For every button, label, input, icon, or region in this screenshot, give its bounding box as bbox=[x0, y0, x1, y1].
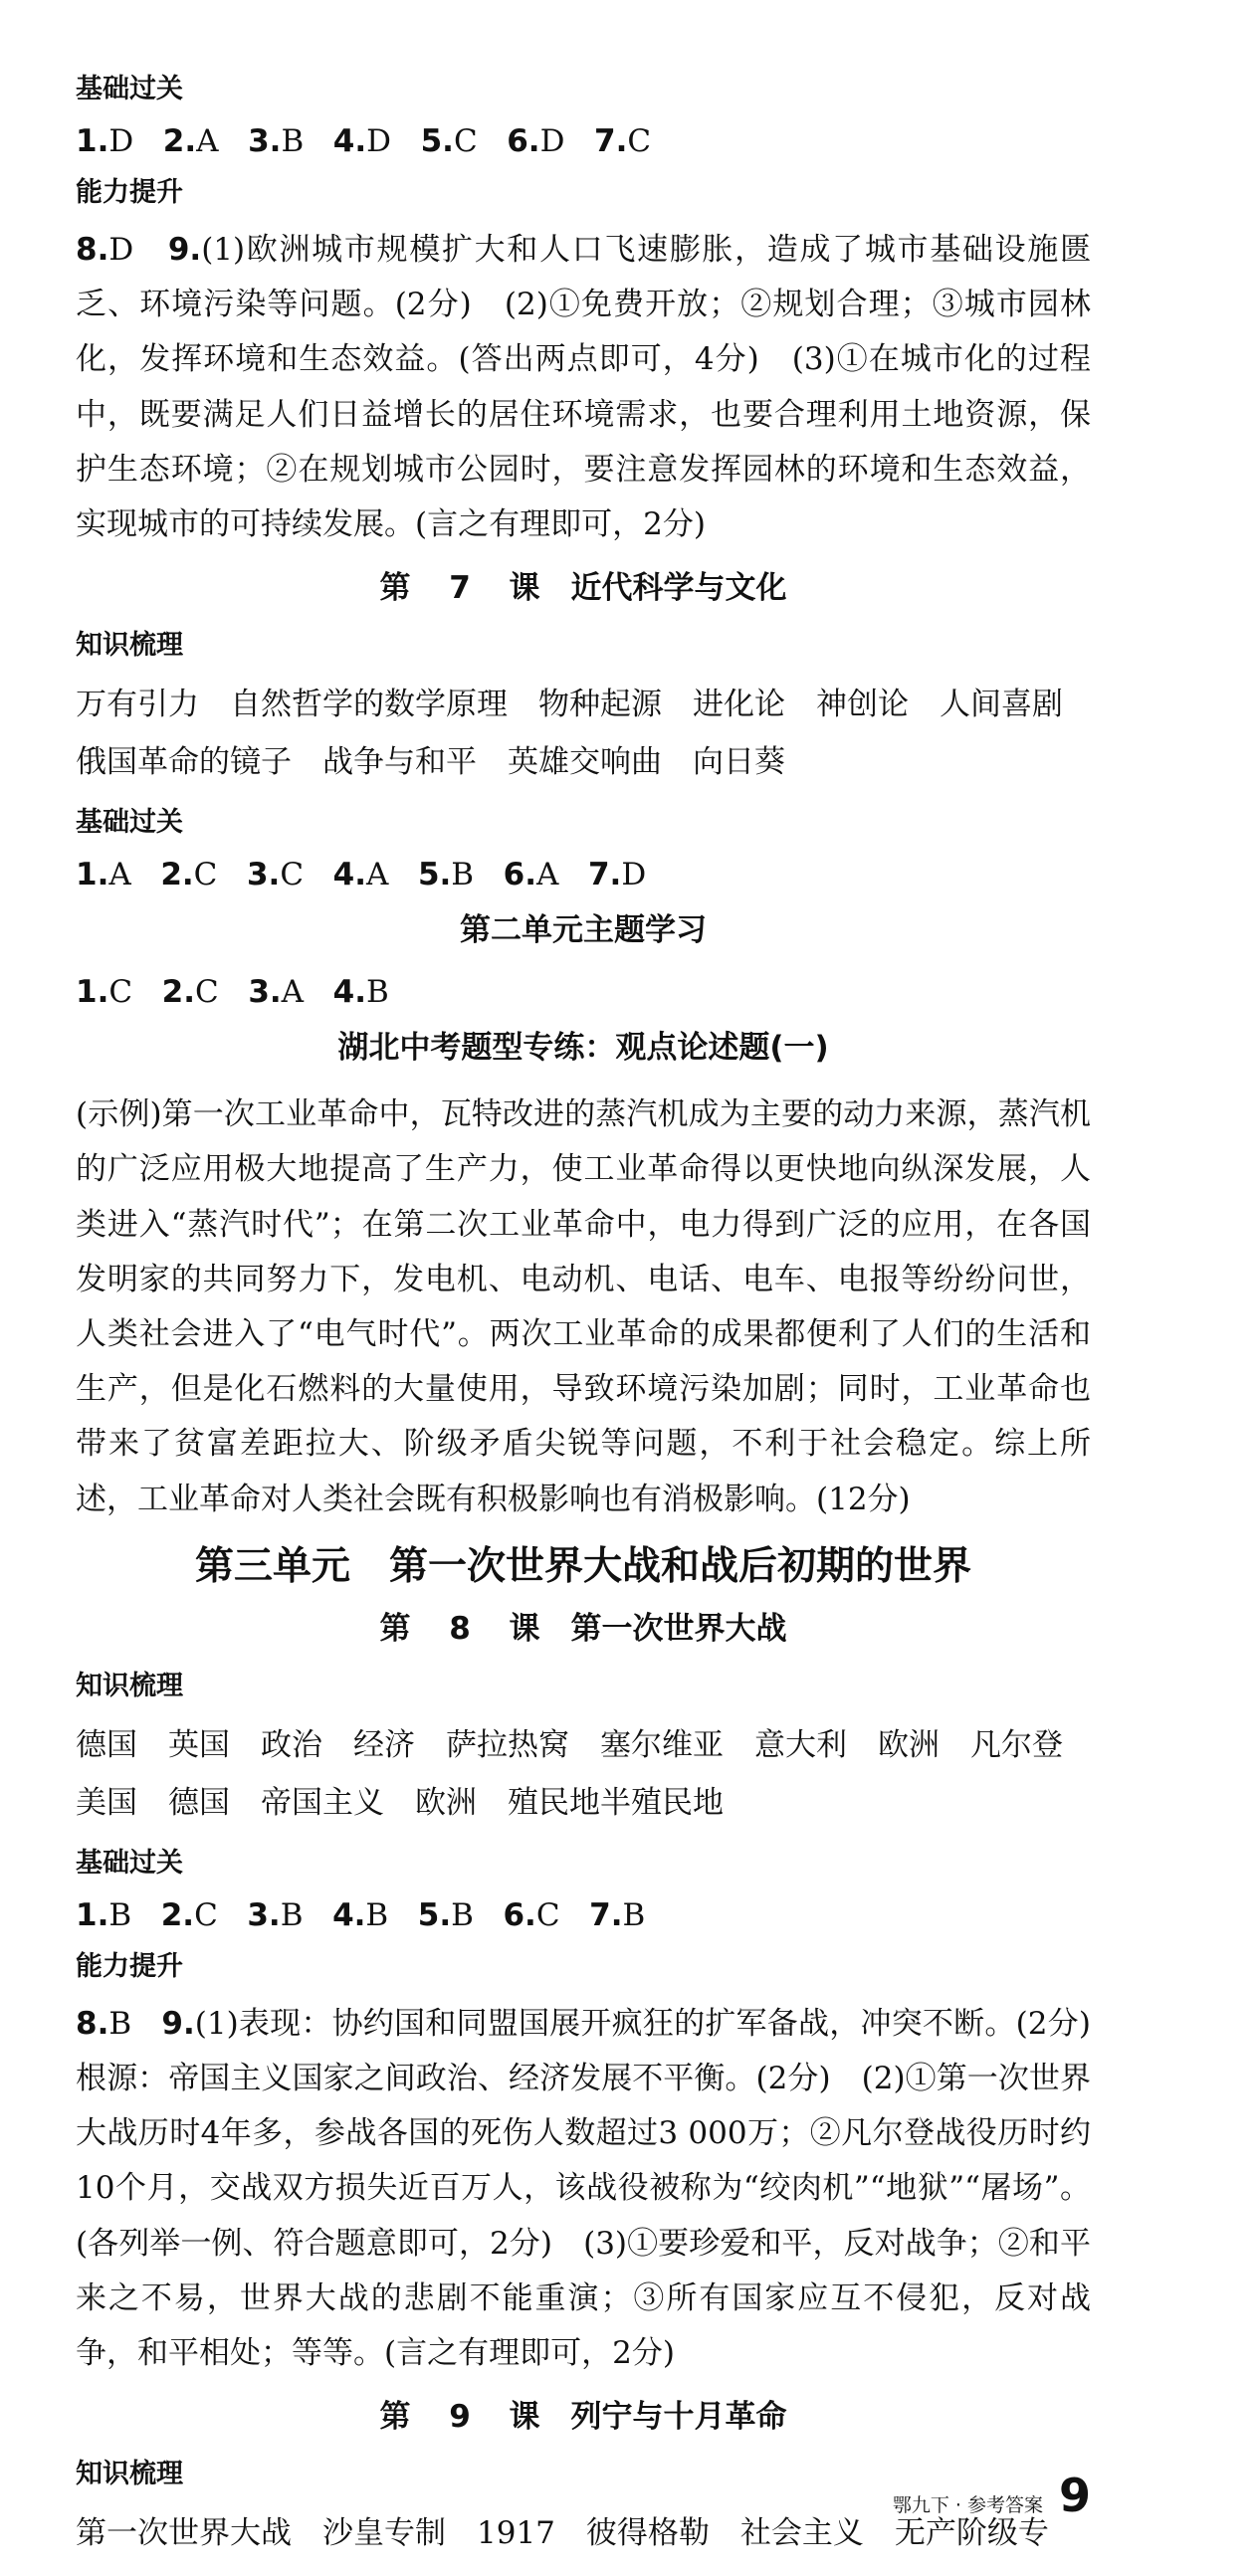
question-number: 7. bbox=[587, 857, 622, 893]
question-number: 3. bbox=[247, 1896, 281, 1933]
question-number: 6. bbox=[507, 123, 540, 159]
answer-letter: B bbox=[280, 1896, 304, 1933]
question-number: 5. bbox=[417, 857, 452, 893]
answer-letter: C bbox=[280, 857, 305, 893]
question-number: 2. bbox=[160, 1896, 195, 1933]
question-number: 4. bbox=[332, 974, 366, 1011]
answer-letter: C bbox=[193, 857, 218, 893]
answer-letter: B bbox=[451, 857, 475, 893]
answer-letter: B bbox=[108, 2005, 132, 2042]
answer-item bbox=[76, 123, 133, 159]
section-heading: 知识梳理 bbox=[76, 2459, 183, 2490]
question-number: 2. bbox=[161, 974, 196, 1011]
section-heading: 基础过关 bbox=[76, 807, 183, 839]
answer-letter: D bbox=[539, 123, 565, 159]
answer-item bbox=[76, 974, 132, 1010]
keyword-list: 第一次世界大战 沙皇专制 1917 彼得格勒 社会主义 无产阶级专 bbox=[76, 2515, 1049, 2552]
question-number: 1. bbox=[76, 123, 109, 159]
question-number: 4. bbox=[332, 857, 366, 893]
answer-item bbox=[162, 974, 219, 1010]
answer-item bbox=[76, 857, 131, 892]
answer-letter: C bbox=[535, 1896, 560, 1933]
answer-item bbox=[503, 1897, 559, 1933]
question-number: 2. bbox=[162, 123, 197, 159]
answer-paragraph bbox=[76, 1088, 1091, 1527]
answer-item bbox=[163, 123, 219, 159]
answer-text: (1)表现：协约国和同盟国展开疯狂的扩军备战，冲突不断。(2分)根源：帝国主义国家之间政治、经济发展不平衡。(2分) (2)①第一次世界大战历时4年多，参战各国的死伤人数超过3 000万；②凡尔登战役历时约10个月，交战双方损失近百万人，该战役被称为“绞肉机”“地狱”“屠场”。(各列举一例、符合题意即可，2分) (3)①要珍爱和平，反对战争；②和平来之不易，世界大战的悲剧不能重演；③所有国家应互不侵犯，反对战争，和平相处；等等。(言之有理即可，2分) bbox=[76, 2005, 1091, 2372]
answer-letter: A bbox=[365, 857, 389, 893]
answer-text: (示例)第一次工业革命中，瓦特改进的蒸汽机成为主要的动力来源，蒸汽机的广泛应用极大地提高了生产力，使工业革命得以更快地向纵深发展，人类进入“蒸汽时代”；在第二次工业革命中，电力得到广泛的应用，在各国发明家的共同努力下，发电机、电动机、电话、电车、电报等纷纷问世，人类社会进入了“电气时代”。两次工业革命的成果都便利了人们的生活和生产，但是化石燃料的大量使用，导致环境污染加剧；同时，工业革命也带来了贫富差距拉大、阶级矛盾尖锐等问题，不利于社会稳定。综上所述，工业革命对人类社会既有积极影响也有消极影响。(12分) bbox=[76, 1096, 1091, 1517]
question-number: 2. bbox=[160, 857, 194, 893]
answer-item bbox=[504, 857, 559, 892]
page-number: 9 bbox=[1058, 2469, 1091, 2522]
question-number: 5. bbox=[420, 123, 454, 159]
answer-list bbox=[76, 1893, 1091, 1937]
question-number: 1. bbox=[76, 857, 109, 893]
question-number: 3. bbox=[248, 974, 282, 1011]
answer-item bbox=[507, 123, 564, 159]
keyword-list: 德国 英国 政治 经济 萨拉热窝 塞尔维亚 意大利 欧洲 凡尔登 美国 德国 帝国主义 欧洲 殖民地半殖民地 bbox=[76, 1726, 1094, 1821]
answer-item bbox=[589, 1897, 645, 1933]
answer-letter: B bbox=[451, 1896, 474, 1933]
answer-letter: C bbox=[108, 974, 133, 1011]
lesson-title: 第二单元主题学习 bbox=[460, 912, 707, 949]
answer-item bbox=[333, 974, 389, 1010]
answer-letter: B bbox=[622, 1896, 646, 1933]
section-heading: 能力提升 bbox=[76, 177, 183, 208]
answer-item bbox=[247, 857, 304, 892]
answer-letter: C bbox=[194, 1896, 218, 1933]
section-heading: 基础过关 bbox=[76, 1847, 183, 1879]
question-number: 5. bbox=[417, 1896, 452, 1933]
answer-letter: D bbox=[366, 123, 392, 159]
answer-letter: B bbox=[365, 974, 389, 1011]
answer-item bbox=[418, 1897, 474, 1933]
answer-letter: A bbox=[196, 123, 219, 159]
answer-letter: B bbox=[281, 123, 305, 159]
answer-item bbox=[160, 857, 217, 892]
answer-letter: D bbox=[108, 123, 134, 159]
answer-paragraph bbox=[76, 223, 1091, 552]
unit-title: 第三单元 第一次世界大战和战后初期的世界 bbox=[194, 1543, 971, 1589]
question-number: 3. bbox=[248, 123, 282, 159]
answer-item bbox=[161, 1897, 218, 1933]
answer-letter: B bbox=[365, 1896, 389, 1933]
question-number: 6. bbox=[503, 1896, 536, 1933]
answer-text: (1)欧洲城市规模扩大和人口飞速膨胀，造成了城市基础设施匮乏、环境污染等问题。(2分) (2)①免费开放；②规划合理；③城市园林化，发挥环境和生态效益。(答出两点即可，4分) (3)①在城市化的过程中，既要满足人们日益增长的居住环境需求，也要合理利用土地资源，保护生态环境；②在规划城市公园时，要注意发挥园林的环境和生态效益，实现城市的可持续发展。(言之有理即可，2分) bbox=[76, 232, 1091, 543]
question-number: 4. bbox=[332, 1896, 366, 1933]
question-number: 9. bbox=[167, 232, 202, 268]
question-number: 6. bbox=[503, 857, 536, 893]
answer-item bbox=[333, 123, 391, 159]
keyword-list: 万有引力 自然哲学的数学原理 物种起源 进化论 神创论 人间喜剧 俄国革命的镜子 战争与和平 英雄交响曲 向日葵 bbox=[76, 687, 1094, 781]
answer-item bbox=[248, 123, 304, 159]
question-number: 7. bbox=[589, 1896, 623, 1933]
answer-letter: A bbox=[281, 974, 305, 1011]
answer-item bbox=[247, 1897, 303, 1933]
answer-item bbox=[332, 1897, 388, 1933]
question-number: 1. bbox=[76, 1896, 109, 1933]
answer-item bbox=[333, 857, 389, 892]
answer-item bbox=[248, 974, 304, 1010]
answer-letter: A bbox=[536, 857, 559, 893]
section-heading: 知识梳理 bbox=[76, 1670, 183, 1701]
answer-letter: C bbox=[627, 123, 652, 159]
answer-list bbox=[76, 853, 1091, 896]
answer-item bbox=[588, 857, 646, 892]
answer-letter: C bbox=[195, 974, 219, 1011]
answer-letter: C bbox=[453, 123, 478, 159]
answer-page bbox=[76, 72, 1094, 2576]
footer-label: 鄂九下 · 参考答案 bbox=[892, 2494, 1043, 2516]
question-number: 1. bbox=[76, 974, 109, 1011]
lesson-title: 第 7 课 近代科学与文化 bbox=[379, 570, 787, 607]
answer-letter: A bbox=[108, 857, 131, 893]
answer-letter: B bbox=[108, 1896, 132, 1933]
answer-item bbox=[76, 1897, 131, 1933]
answer-list bbox=[76, 119, 1091, 163]
question-number: 8. bbox=[76, 232, 109, 268]
answer-letter: D bbox=[108, 232, 134, 268]
section-heading: 知识梳理 bbox=[76, 630, 183, 662]
question-number: 8. bbox=[76, 2005, 109, 2042]
answer-item bbox=[594, 123, 651, 159]
lesson-title: 第 9 课 列宁与十月革命 bbox=[379, 2399, 787, 2436]
question-number: 9. bbox=[161, 2005, 195, 2042]
section-heading: 能力提升 bbox=[76, 1950, 183, 1982]
question-number: 4. bbox=[332, 123, 367, 159]
answer-paragraph bbox=[76, 1997, 1091, 2381]
lesson-title: 第 8 课 第一次世界大战 bbox=[379, 1610, 787, 1647]
answer-item bbox=[418, 857, 474, 892]
question-number: 7. bbox=[594, 123, 628, 159]
question-number: 3. bbox=[246, 857, 281, 893]
answer-letter: D bbox=[621, 857, 647, 893]
section-heading: 基础过关 bbox=[76, 74, 183, 104]
answer-item bbox=[421, 123, 478, 159]
page-footer bbox=[893, 2471, 1091, 2520]
lesson-title: 湖北中考题型专练：观点论述题(一) bbox=[337, 1030, 829, 1067]
answer-list bbox=[76, 970, 1091, 1014]
